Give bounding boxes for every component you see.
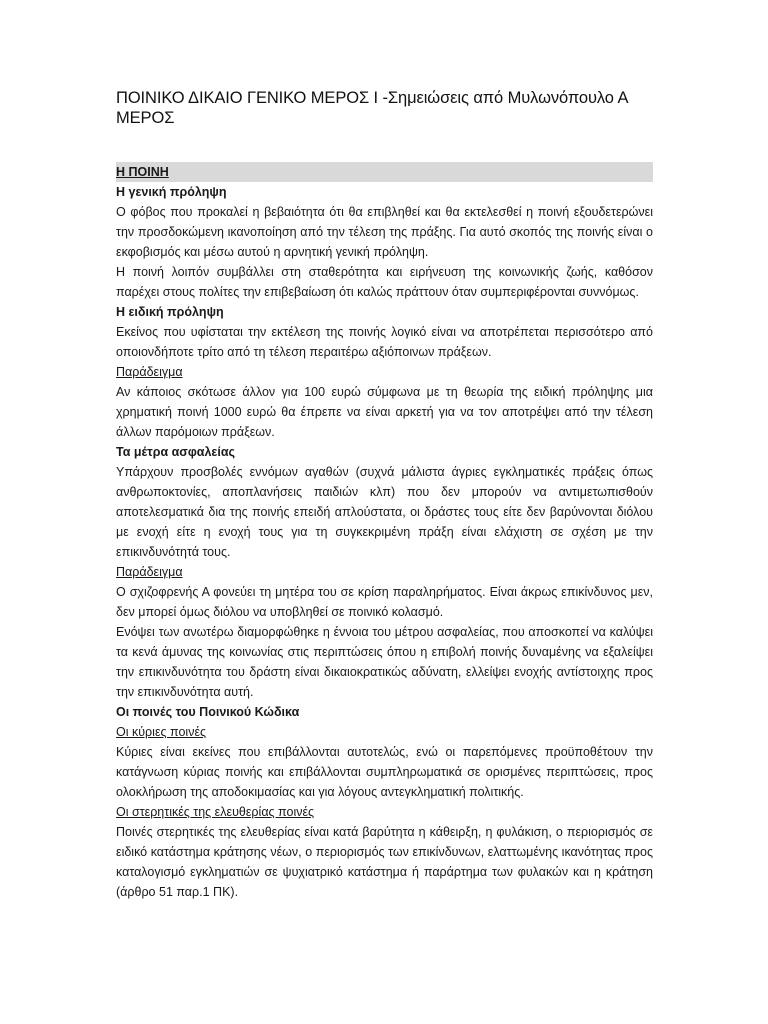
- paragraph: Εκείνος που υφίσταται την εκτέλεση της ποινής λογικό είναι να αποτρέπεται περισσότερο από οποιονδήποτε τρίτο από τη τέλεση περαιτέρω αξιόποινων πράξεων.: [116, 325, 653, 359]
- example-label: Παράδειγμα: [116, 565, 183, 579]
- subheading-main-penalties: Οι κύριες ποινές: [116, 725, 207, 739]
- paragraph: Αν κάποιος σκότωσε άλλον για 100 ευρώ σύμφωνα με τη θεωρία της ειδική πρόληψης μια χρηματική ποινή 1000 ευρώ θα έπρεπε να είναι αρκετή για να τον αποτρέψει από την τέλεση άλλων παρόμοιων πράξεων.: [116, 385, 653, 439]
- paragraph: Η ποινή λοιπόν συμβάλλει στη σταθερότητα και ειρήνευση της κοινωνικής ζωής, καθόσον παρέχει στους πολίτες την επιβεβαίωση ότι καλώς πράττουν όταν συμπεριφέρονται συννόμως.: [116, 265, 653, 299]
- section-heading-bar: [116, 162, 653, 182]
- document-body: [116, 182, 653, 902]
- heading-security-measures: Τα μέτρα ασφαλείας: [116, 445, 236, 459]
- heading-general-prevention: Η γενική πρόληψη: [116, 185, 227, 199]
- heading-special-prevention: Η ειδική πρόληψη: [116, 305, 224, 319]
- section-heading: Η ΠΟΙΝΗ: [116, 165, 169, 179]
- paragraph: Ο φόβος που προκαλεί η βεβαιότητα ότι θα επιβληθεί και θα εκτελεσθεί η ποινή εξουδετερώνει την προσδοκώμενη ικανοποίηση από την τέλεση της πράξης. Για αυτό σκοπός της ποινής είναι ο εκφοβισμός και μέσω αυτού η αρνητική γενική πρόληψη.: [116, 205, 653, 259]
- paragraph: Ενόψει των ανωτέρω διαμορφώθηκε η έννοια του μέτρου ασφαλείας, που αποσκοπεί να καλύψει τα κενά άμυνας της κοινωνίας στις περιπτώσεις όπου η επιβολή ποινής δυναμένης να εξαλείψει την επικινδυνότητα του δράστη είναι δικαιοκρατικώς αδύνατη, ελλείψει ενοχής αντίστοιχης προς την επικινδυνότητα αυτή.: [116, 625, 653, 699]
- example-label: Παράδειγμα: [116, 365, 183, 379]
- paragraph: Υπάρχουν προσβολές εννόμων αγαθών (συχνά μάλιστα άγριες εγκληματικές πράξεις όπως ανθρωποκτονίες, αποπλανήσεις παιδιών κλπ) που δεν μπορούν να αντιμετωπισθούν αποτελεσματικά δια της ποινής επειδή απλούστατα, οι δράστες τους είτε δεν βαρύνονται διόλου με ενοχή είτε η ενοχή τους για τη συγκεκριμένη πράξη είναι ελάχιστη σε σχέση με την επικινδυνότητά τους.: [116, 465, 653, 559]
- heading-penal-code-penalties: Οι ποινές του Ποινικού Κώδικα: [116, 705, 300, 719]
- paragraph: Ποινές στερητικές της ελευθερίας είναι κατά βαρύτητα η κάθειρξη, η φυλάκιση, ο περιορισμός σε ειδικό κατάστημα κράτησης νέων, ο περιορισμός των επικίνδυνων, ελαττωμένης ικανότητας προς καταλογισμό εγκληματιών σε ψυχιατρικό κατάστημα ή παράρτημα των φυλακών και η κράτηση (άρθρο 51 παρ.1 ΠΚ).: [116, 825, 653, 899]
- document-page: [116, 88, 653, 902]
- document-title: ΠΟΙΝΙΚΟ ΔΙΚΑΙΟ ΓΕΝΙΚΟ ΜΕΡΟΣ Ι -Σημειώσεις από Μυλωνόπουλο Α ΜΕΡΟΣ: [116, 89, 628, 127]
- paragraph: Κύριες είναι εκείνες που επιβάλλονται αυτοτελώς, ενώ οι παρεπόμενες προϋποθέτουν την κατάγνωση κύριας ποινής και επιβάλλονται συμπληρωματικά σε ορισμένες περιπτώσεις, προς ολοκλήρωση της αποδοκιμασίας και για λόγους αντεγκληματική πολιτικής.: [116, 745, 653, 799]
- subheading-custodial-penalties: Οι στερητικές της ελευθερίας ποινές: [116, 805, 315, 819]
- paragraph: Ο σχιζοφρενής Α φονεύει τη μητέρα του σε κρίση παραληρήματος. Είναι άκρως επικίνδυνος μεν, δεν μπορεί όμως διόλου να υποβληθεί σε ποινικό κολασμό.: [116, 585, 653, 619]
